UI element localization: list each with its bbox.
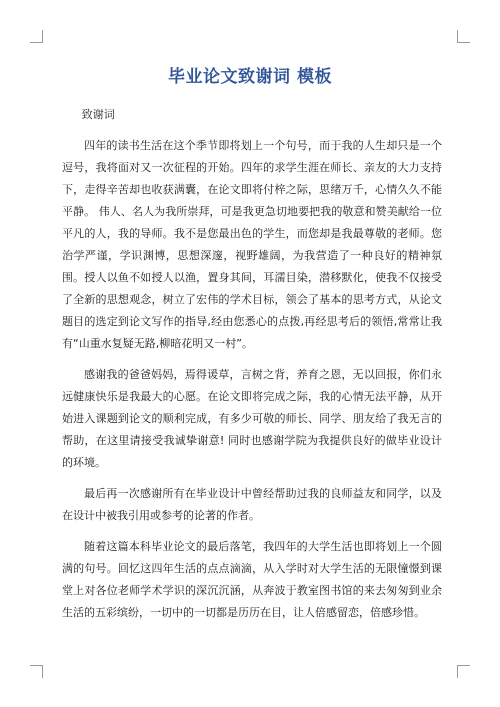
- section-heading: 致谢词: [81, 108, 115, 121]
- crop-mark-bottom-right: [457, 665, 470, 678]
- paragraph-3: 最后再一次感谢所有在毕业设计中曾经帮助过我的良师益友和同学，以及在设计中被我引用或参考的论著的作者。: [62, 487, 442, 522]
- crop-mark-bottom-left: [30, 665, 43, 678]
- paragraph-2: 感谢我的爸爸妈妈，焉得谖草，言树之背，养育之恩，无以回报，你们永远健康快乐是我最大的心愿。在论文即将完成之际，我的心情无法平静，从开始进入课题到论文的顺利完成，有多少可敬的师长、同学、朋友给了我无言的帮助，在这里请接受我诚挚谢意! 同时也感谢学院为我提供良好的做毕业设计的环境。: [62, 368, 442, 469]
- crop-mark-top-right: [457, 30, 470, 43]
- paragraph-1: 四年的读书生活在这个季节即将划上一个句号，而于我的人生却只是一个逗号，我将面对又一次征程的开始。四年的求学生涯在师长、亲友的大力支持下，走得辛苦却也收获满囊，在论文即将付梓之际，思绪万千，心情久久不能平静。 伟人、名人为我所崇拜，可是我更急切地要把我的敬意和赞美献给一位平凡的人，我的导师。我不是您最出色的学生，而您却是我最尊敬的老师。您治学严谨，学识渊博，思想深邃，视野雄阔，为我营造了一种良好的精神氛围。授人以鱼不如授人以渔，置身其间，耳濡目染，潜移默化，使我不仅接受了全新的思想观念，树立了宏伟的学术目标，领会了基本的思考方式，从论文题目的选定到论文写作的指导,经由您悉心的点拨,再经思考后的领悟,常常让我有“山重水复疑无路,柳暗花明又一村”。: [62, 139, 442, 350]
- paragraph-4: 随着这篇本科毕业论文的最后落笔，我四年的大学生活也即将划上一个圆满的句号。回忆这四年生活的点点滴滴，从入学时对大学生活的无限憧憬到课堂上对各位老师学术学识的深沉沉涵，从奔波于教室图书馆的来去匆匆到业余生活的五彩缤纷，一切中的一切都是历历在目，让人倍感留恋，倍感珍惜。: [62, 540, 442, 619]
- document-body: [62, 104, 442, 624]
- document-title: 毕业论文致谢词 模板: [168, 67, 332, 87]
- crop-mark-top-left: [30, 30, 43, 43]
